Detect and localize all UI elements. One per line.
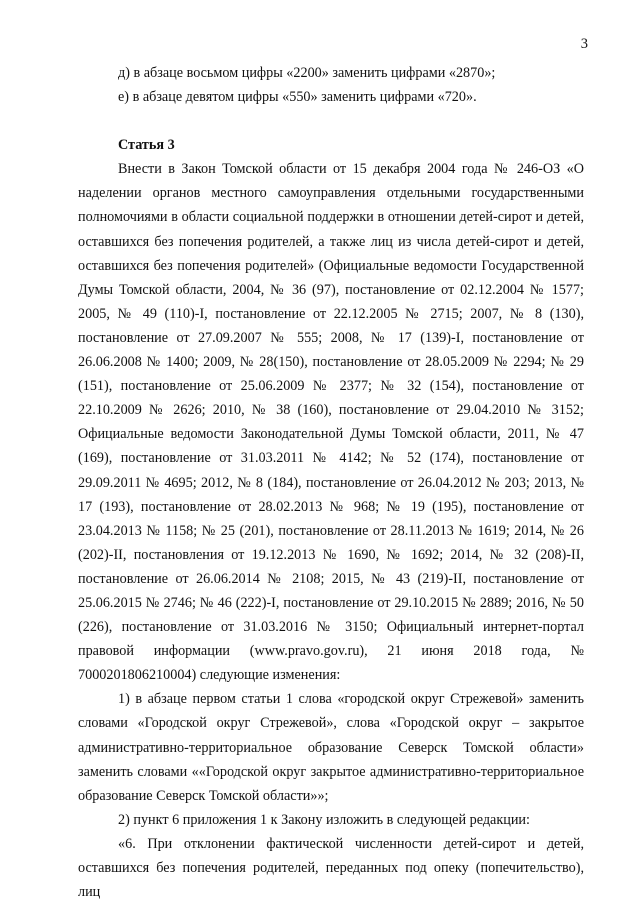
amendment-item-d: д) в абзаце восьмом цифры «2200» заменить цифрами «2870»; bbox=[118, 65, 496, 81]
point-6-paragraph: «6. При отклонении фактической численности детей-сирот и детей, оставшихся без попечения родителей, переданных под опеку (попечительство), лиц bbox=[78, 835, 584, 901]
amendment-item-e: е) в абзаце девятом цифры «550» заменить цифрами «720». bbox=[118, 89, 477, 106]
change-item-2: 2) пункт 6 приложения 1 к Закону изложить в следующей редакции: bbox=[118, 811, 530, 828]
change-item-1: 1) в абзаце первом статьи 1 слова «городской округ Стрежевой» заменить словами «Городской округ Стрежевой», слова «Городской округ – закрытое административно-территориальное образование Северск Томской области» заменить словами ««Городской округ закрытое административно-территориальное образование Северск Томской области»»; bbox=[78, 691, 584, 804]
article-heading: Статья 3 bbox=[118, 137, 175, 154]
article-intro-paragraph: Внести в Закон Томской области от 15 декабря 2004 года № 246-ОЗ «О наделении органов местного самоуправления отдельными государственными полномочиями в области социальной поддержки в отношении детей-сирот и детей, оставшихся без попечения родителей, а также лиц из числа детей-сирот и детей, оставшихся без попечения родителей» (Официальные ведомости Государственной Думы Томской области, 2004, № 36 (97), постановление от 02.12.2004 № 1577; 2005, № 49 (110)-I, постановление от 22.12.2005 № 2715; 2007, № 8 (130), постановление от 27.09.2007 № 555; 2008, № 17 (139)-I, постановление от 26.06.2008 № 1400; 2009, № 28(150), постановление от 28.05.2009 № 2294; № 29 (151), постановление от 25.06.2009 № 2377; № 32 (154), постановление от 22.10.2009 № 2626; 2010, № 38 (160), постановление от 29.04.2010 № 3152; Официальные ведомости Законодательной Думы Томской области, 2011, № 47 (169), постановление от 31.03.2011 № 4142; № 52 (174), постановление от 29.09.2011 № 4695; 2012, № 8 (184), постановление от 26.04.2012 № 203; 2013, № 17 (193), постановление от 28.02.2013 № 968; № 19 (195), постановление от 23.04.2013 № 1158; № 25 (201), постановление от 28.11.2013 № 1619; 2014, № 26 (202)-II, постановления от 19.12.2013 № 1690, № 1692; 2014, № 32 (208)-II, постановление от 26.06.2014 № 2108; 2015, № 43 (219)-II, постановление от 25.06.2015 № 2746; № 46 (222)-I, постановление от 29.10.2015 № 2889; 2016, № 50 (226), постановление от 31.03.2016 № 3150; Официальный интернет-портал правовой информации (www.pravo.gov.ru), 21 июня 2018 года, № 7000201806210004) следующие изменения: bbox=[78, 161, 584, 684]
document-body bbox=[78, 61, 584, 904]
page-number: 3 bbox=[580, 36, 588, 52]
